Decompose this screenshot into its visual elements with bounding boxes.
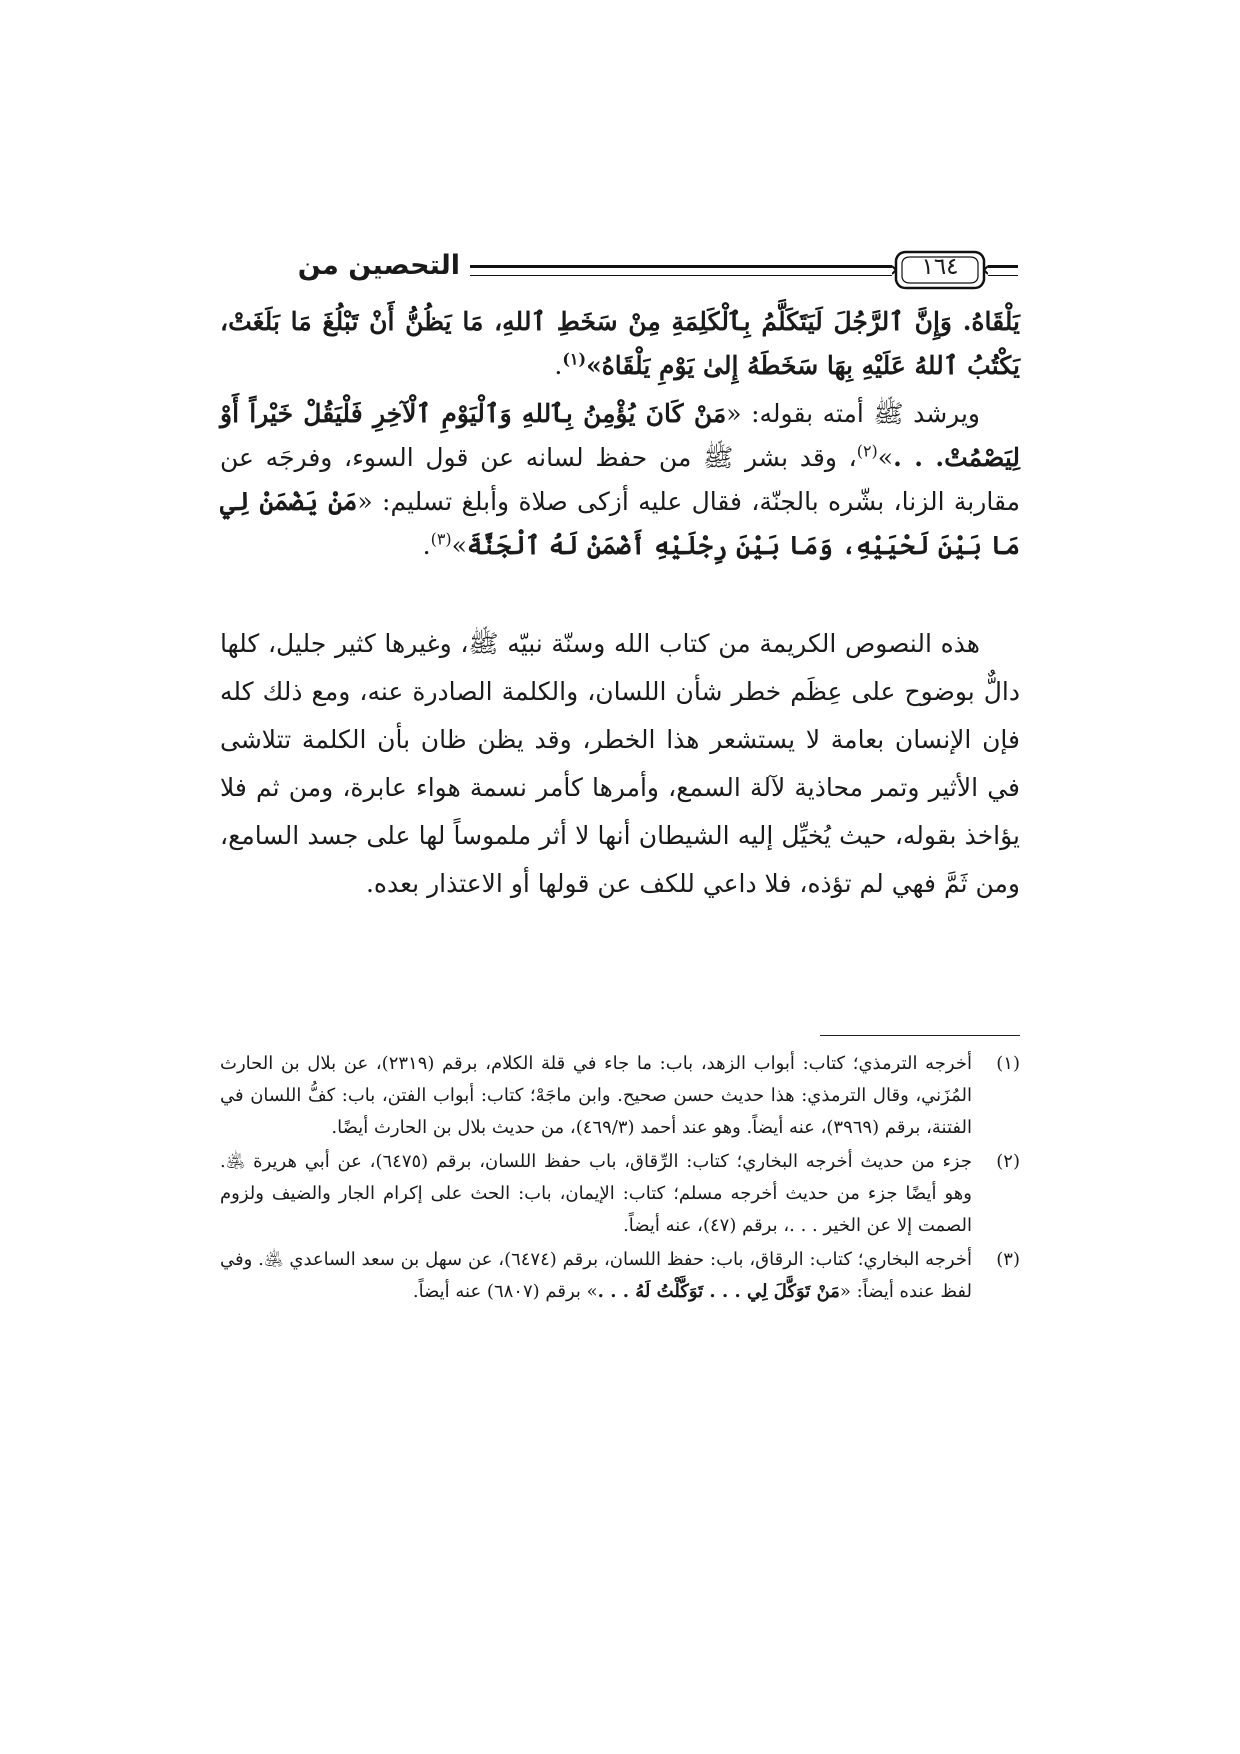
footnote-number: (١) [996,1053,1020,1074]
paragraph-continuation [220,300,1020,388]
running-title: التحصين من [297,250,460,281]
footnote-ref-1: (١) [562,349,587,369]
footnote-3 [220,1244,1020,1308]
footnote-ref-3: (٣) [430,529,452,549]
page-number-badge [892,248,988,292]
hadith-quote: يَلْقَاهُ. وَإِنَّ ٱلرَّجُلَ لَيَتَكَلَّمُ بِٱلْكَلِمَةِ مِنْ سَخَطِ ٱللهِ، مَا يَظُنُّ أَنْ تَبْلُغَ مَا بَلَغَتْ، يَكْتُبُ ٱللهُ عَلَيْهِ بِهَا سَخَطَهُ إِلىٰ يَوْمِ يَلْقَاهُ» [220,307,1020,380]
punctuation: . [554,351,563,380]
text-run: ، وقد بشر ﷺ من حفظ لسانه عن قول السوء، وفرجَه عن مقاربة الزنا، بشّره بالجنّة، فقال عليه أزكى صلاة وأبلغ تسليم: « [220,443,1020,516]
footnote-1 [220,1048,1020,1144]
footnote-text: أخرجه البخاري؛ كتاب: الرقاق، باب: حفظ اللسان، برقم (٦٤٧٤)، عن سهل بن سعد الساعدي ﵁. وفي لفظ عنده أيضاً: « [220,1249,972,1302]
footnote-ref-2: (٢) [856,441,878,461]
hadith-quote-speech: مَنْ كَانَ يُؤْمِنُ بِٱللهِ وَٱلْيَوْمِ ٱلْآخِرِ فَلْيَقُلْ خَيْراً أَوْ لِيَصْمُتْ. . . [220,399,1020,472]
footnote-text: جزء من حديث أخرجه البخاري؛ كتاب: الرِّقاق، باب حفظ اللسان، برقم (٦٤٧٥)، عن أبي هريرة ﵁. وهو أيضًا جزء من حديث أخرجه مسلم؛ كتاب: الإيمان، باب: الحث على إكرام الجار والضيف ولزوم الصمت إلا عن الخير . . .، برقم (٤٧)، عنه أيضاً. [220,1151,972,1236]
footnote-2 [220,1146,1020,1242]
paragraph-commentary: هذه النصوص الكريمة من كتاب الله وسنّة نبيّه ﷺ، وغيرها كثير جليل، كلها دالٌّ بوضوح على عِظَم خطر شأن اللسان، والكلمة الصادرة عنه، ومع ذلك كله فإن الإنسان بعامة لا يستشعر هذا الخطر، وقد يظن ظان بأن الكلمة تتلاشى في الأثير وتمر محاذية لآلة السمع، وأمرها كأمر نسمة هواء عابرة، ومن ثم فلا يؤاخذ بقوله، حيث يُخيِّل إليه الشيطان أنها لا أثر ملموساً لها على جسد السامع، ومن ثَمَّ فهي لم تؤذه، فلا داعي للكف عن قولها أو الاعتذار بعده. [220,629,1020,898]
footnote-text: » برقم (٦٨٠٧) عنه أيضاً. [412,1281,598,1302]
page-number: ١٦٤ [921,254,959,280]
footnotes [220,1048,1020,1310]
page-header [220,248,1020,294]
header-rule-left [470,265,892,276]
text-run: ويرشد ﷺ أمته بقوله: « [726,399,980,428]
footnote-number: (٢) [996,1151,1020,1172]
header-rule-right [988,265,1018,276]
footnote-text: أخرجه الترمذي؛ كتاب: أبواب الزهد، باب: ما جاء في قلة الكلام، برقم (٢٣١٩)، عن بلال بن الحارث المُزَني، وقال الترمذي: هذا حديث حسن صحيح. وابن ماجَهْ؛ كتاب: أبواب الفتن، باب: كفُّ اللسان في الفتنة، برقم (٣٩٦٩)، عنه أيضاً. وهو عند أحمد (٤٦٩/٣)، من حديث بلال بن الحارث أيضًا. [220,1053,972,1138]
text-run: » [451,531,467,560]
punctuation: . [422,531,431,560]
footnote-number: (٣) [996,1249,1020,1270]
paragraph-guidance [220,392,1020,568]
text-run: » [877,443,894,472]
footnote-divider [820,1035,1020,1036]
footnote-quote: مَنْ تَوَكَّلَ لِي . . . تَوَكَّلْتُ لَهُ . . . [597,1281,840,1302]
hadith-quote-paradise: مَنْ يَضْمَنْ لِي مَا بَيْنَ لَحْيَيْهِ، وَمَا بَيْنَ رِجْلَيْهِ أَضْمَنْ لَهُ ٱلْجَنَّةَ [220,487,1020,560]
